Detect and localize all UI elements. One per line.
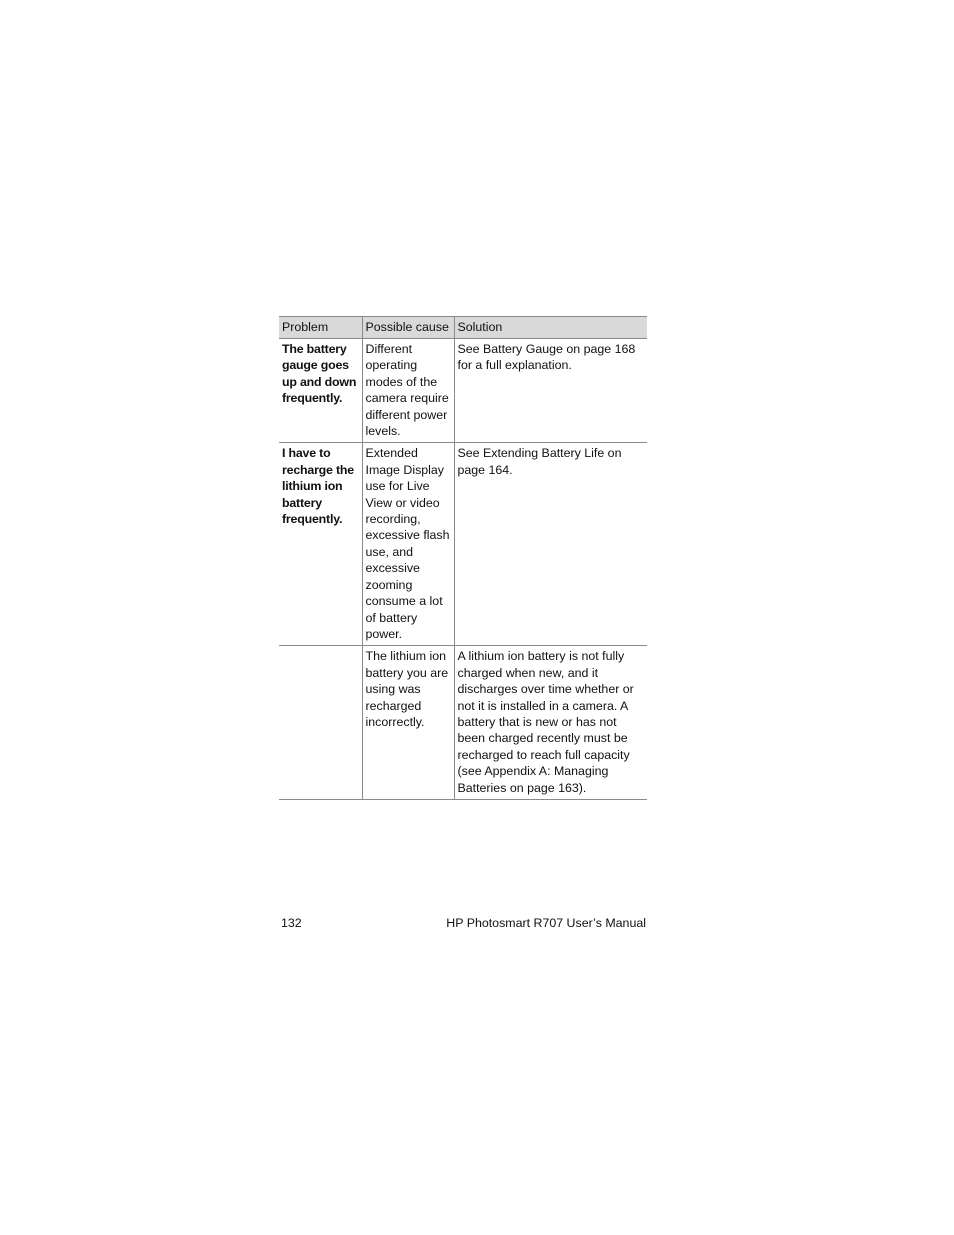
- solution-text-suffix: on page 168 for a full explanation.: [457, 342, 636, 373]
- troubleshooting-table-container: [279, 316, 647, 800]
- manual-title: HP Photosmart R707 User’s Manual: [446, 916, 646, 930]
- cross-reference-appendix-a: Appendix A: Managing Batteries: [457, 764, 609, 795]
- table-header-row: [279, 317, 647, 339]
- table-row: [279, 339, 647, 443]
- cause-text-prefix: Extended Image Display use for: [365, 446, 445, 494]
- column-header-solution: Solution: [454, 317, 647, 339]
- solution-cell: [454, 646, 647, 800]
- column-header-possible-cause: Possible cause: [362, 317, 454, 339]
- column-header-problem: Problem: [279, 317, 362, 339]
- cross-reference-live-view: Live View: [365, 479, 430, 510]
- problem-cell: The battery gauge goes up and down frequently.: [279, 339, 362, 443]
- cross-reference-battery-gauge: Battery Gauge: [483, 342, 563, 356]
- cause-cell: Different operating modes of the camera require different power levels.: [362, 339, 454, 443]
- cross-reference-extending-battery-life: Extending Battery Life: [483, 446, 605, 461]
- problem-cell-empty: [279, 646, 362, 800]
- table-row: [279, 443, 647, 646]
- problem-cell: I have to recharge the lithium ion battery frequently.: [279, 443, 362, 646]
- solution-text-prefix: See: [457, 446, 483, 461]
- cause-text-suffix: or video recording, excessive flash use, and excessive zooming consume a lot of battery power.: [365, 495, 450, 641]
- table-row: [279, 646, 647, 800]
- solution-cell: [454, 443, 647, 646]
- solution-text-suffix: on page 164.: [457, 446, 622, 477]
- page-number: 132: [281, 916, 302, 930]
- solution-cell: [454, 339, 647, 443]
- solution-text-prefix: See: [457, 342, 483, 356]
- troubleshooting-table: [279, 316, 647, 800]
- cause-cell: [362, 443, 454, 646]
- cause-cell: The lithium ion battery you are using was recharged incorrectly.: [362, 646, 454, 800]
- solution-text-prefix: A lithium ion battery is not fully charged when new, and it discharges over time whether or not it is installed in a camera. A battery that is new or has not been charged recently must be recharged to reach full capacity (see: [457, 649, 634, 779]
- solution-text-suffix: on page 163).: [506, 780, 587, 795]
